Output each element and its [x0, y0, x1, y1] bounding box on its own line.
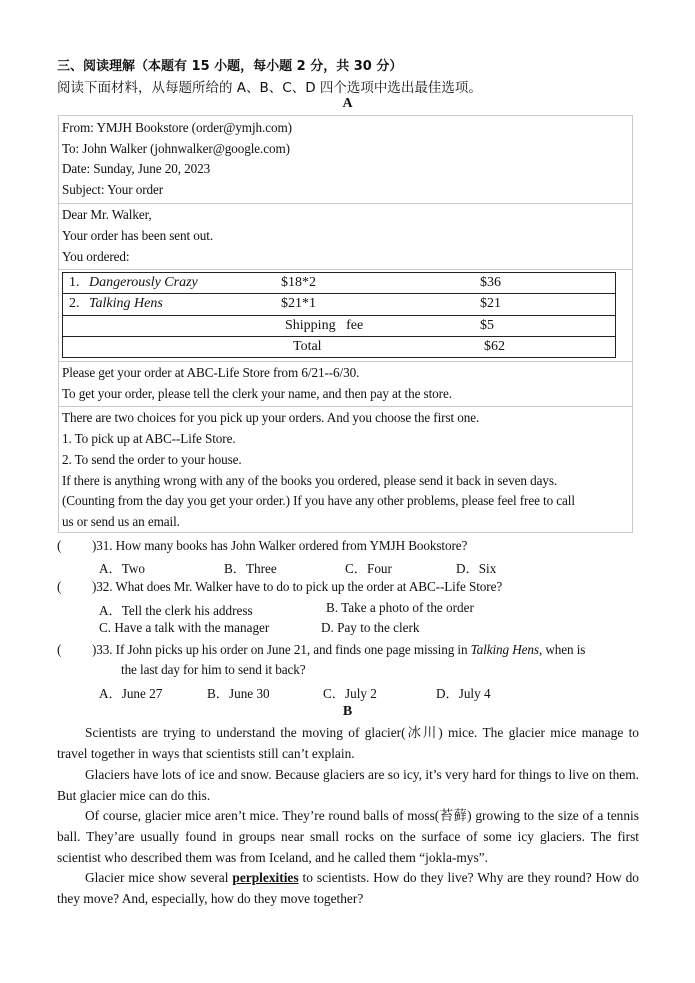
choice-1: 1. To pick up at ABC--Life Store.	[62, 431, 236, 446]
email-subject: Subject: Your order	[62, 182, 164, 197]
emphasized-word: perplexities	[232, 870, 299, 885]
passage-b-paragraph-4	[57, 867, 639, 909]
return-line-3: us or send us an email.	[62, 514, 180, 529]
order-price: $21*1	[281, 296, 316, 311]
email-from: From: YMJH Bookstore (order@ymjh.com)	[62, 120, 292, 135]
section-instruction: 阅读下面材料，从每题所给的 A、B、C、D 四个选项中选出最佳选项。	[57, 80, 482, 96]
question-32-option-c[interactable]: C. Have a talk with the manager	[99, 620, 270, 635]
return-line-1: If there is anything wrong with any of the books you ordered, please send it back in seven days.	[62, 473, 558, 488]
body-divider	[59, 269, 632, 270]
question-33-option-b[interactable]: B．June 30	[207, 686, 270, 701]
paragraph-text: Of course, glacier mice aren’t mice. They’re round balls of moss(苔藓) growing to the size of a tennis ball. They’are usually found in groups near small rocks on the surface of some icy glaciers. The first scientist who described them was from Iceland, and he called them “jokla-mys”.	[57, 808, 639, 865]
question-33-option-a[interactable]: A．June 27	[99, 686, 163, 701]
paragraph-text: Scientists are trying to understand the moving of glacier(冰川) mice. The glacier mice manage to travel together in ways that scientists still can’t explain.	[57, 725, 639, 761]
passage-b-paragraph-3	[57, 805, 639, 868]
email-date: Date: Sunday, June 20, 2023	[62, 161, 211, 176]
table-divider	[59, 361, 632, 362]
choices-intro: There are two choices for you pick up your orders. And you choose the first one.	[62, 410, 480, 425]
passage-b-label: B	[342, 704, 353, 719]
question-31-option-d[interactable]: D．Six	[456, 561, 497, 576]
passage-b-paragraph-1	[57, 722, 639, 764]
answer-bracket-32[interactable]: (	[57, 579, 62, 594]
return-line-2: (Counting from the day you get your order.) If you have any other problems, please feel free to call	[62, 493, 575, 508]
question-33-book-title: Talking Hens	[470, 642, 539, 657]
total-label: Total	[293, 339, 322, 354]
email-to: To: John Walker (johnwalker@google.com)	[62, 141, 290, 156]
question-32-option-d[interactable]: D. Pay to the clerk	[321, 620, 420, 635]
question-33-option-c[interactable]: C．July 2	[323, 686, 377, 701]
order-num: 2.	[69, 296, 80, 311]
shipping-amount: $5	[480, 318, 494, 333]
order-table	[62, 272, 616, 358]
order-title: Dangerously Crazy	[89, 275, 198, 290]
order-row	[63, 273, 615, 295]
order-title: Talking Hens	[89, 296, 163, 311]
order-price: $18*2	[281, 275, 316, 290]
question-32-text: )32. What does Mr. Walker have to do to pick up the order at ABC--Life Store?	[92, 579, 503, 594]
order-amount: $36	[480, 275, 501, 290]
order-num: 1.	[69, 275, 80, 290]
passage-b-paragraph-2	[57, 764, 639, 806]
question-33-text-before: )33. If John picks up his order on June 21, and finds one page missing in	[92, 642, 471, 657]
answer-bracket-31[interactable]: (	[57, 538, 62, 553]
email-greeting: Dear Mr. Walker,	[62, 207, 152, 222]
question-31-text: )31. How many books has John Walker ordered from YMJH Bookstore?	[92, 538, 468, 553]
question-31-option-b[interactable]: B．Three	[224, 561, 277, 576]
pickup-line-1: Please get your order at ABC-Life Store from 6/21--6/30.	[62, 365, 360, 380]
email-ordered-label: You ordered:	[62, 249, 130, 264]
paragraph-text-before: Glacier mice show several	[85, 870, 233, 885]
pickup-divider	[59, 406, 632, 407]
section-heading: 三、阅读理解（本题有 15 小题，每小题 2 分，共 30 分）	[57, 59, 403, 74]
order-amount: $21	[480, 296, 501, 311]
question-32-option-b[interactable]: B. Take a photo of the order	[326, 600, 474, 615]
question-31-option-c[interactable]: C．Four	[345, 561, 392, 576]
total-amount: $62	[484, 339, 505, 354]
paragraph-text: Glaciers have lots of ice and snow. Because glaciers are so icy, it’s very hard for things to live on them. But glacier mice can do this.	[57, 767, 639, 803]
email-box	[58, 115, 633, 533]
paragraph-text-after: to scientists. How do they live? Why are they round? How do they move? And, especially, how do they move together?	[57, 870, 639, 906]
total-row	[63, 337, 615, 359]
email-sent-line: Your order has been sent out.	[62, 228, 214, 243]
question-32-option-a[interactable]: A．Tell the clerk his address	[99, 603, 253, 618]
header-divider	[59, 203, 632, 204]
shipping-row	[63, 316, 615, 338]
shipping-label: Shipping fee	[285, 318, 364, 333]
passage-a-label: A	[342, 96, 353, 111]
pickup-line-2: To get your order, please tell the clerk your name, and then pay at the store.	[62, 386, 452, 401]
question-33-text-line2: the last day for him to send it back?	[121, 662, 306, 677]
question-31-option-a[interactable]: A．Two	[99, 561, 145, 576]
choice-2: 2. To send the order to your house.	[62, 452, 242, 467]
question-33-text-after: , when is	[538, 642, 586, 657]
question-33-text	[92, 642, 585, 658]
order-row	[63, 294, 615, 316]
answer-bracket-33[interactable]: (	[57, 642, 62, 657]
question-33-option-d[interactable]: D．July 4	[436, 686, 491, 701]
